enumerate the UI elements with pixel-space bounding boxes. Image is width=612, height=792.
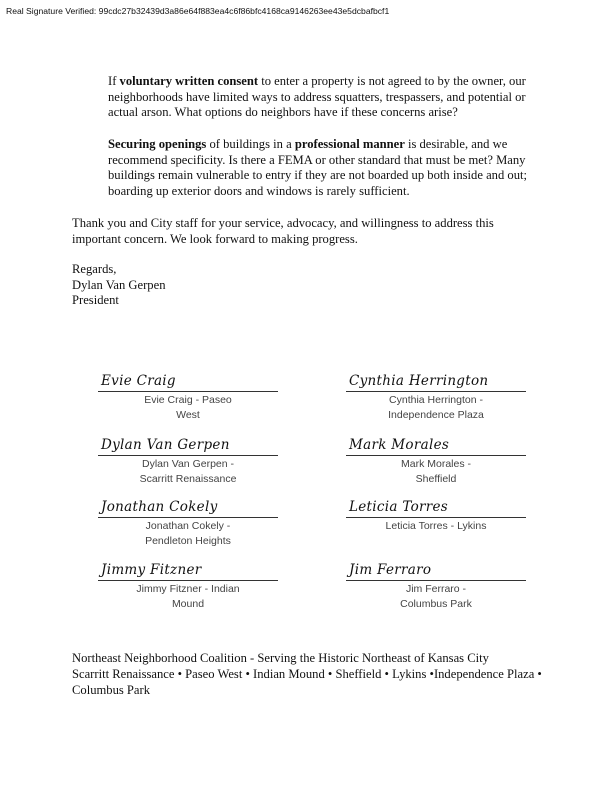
signatory-line1: Jimmy Fitzner - Indian <box>136 583 240 595</box>
signatory-caption <box>98 393 278 424</box>
signatory-line1: Leticia Torres - Lykins <box>385 520 487 532</box>
handwritten-signature: Jim Ferraro <box>349 562 432 578</box>
signatory-caption <box>98 457 278 488</box>
signatory-line1: Jim Ferraro - <box>405 583 467 595</box>
signatory-line2: Pendleton Heights <box>145 535 231 548</box>
signature-block <box>98 561 278 613</box>
p1-lead: If <box>108 74 120 88</box>
p2-rest: is desirable, and we recommend specificity. Is there a FEMA or other standard that must be met? Many buildings remain vulnerable to entry if they are not boarded up both inside and out; boarding up exterior doors and windows is rarely sufficient. <box>108 137 527 198</box>
signature-block <box>346 436 526 488</box>
closing-name: Dylan Van Gerpen <box>72 277 166 292</box>
signature-line <box>346 455 526 456</box>
signatory-line2: West <box>176 409 200 422</box>
signatory-line2: Mound <box>171 598 205 611</box>
signature-line <box>346 580 526 581</box>
signatory-line1: Evie Craig - Paseo <box>144 394 232 406</box>
signatory-line1: Mark Morales - <box>400 458 471 470</box>
p2-mid: of buildings in a <box>206 137 295 151</box>
signature-block <box>346 372 526 424</box>
signature-block <box>346 561 526 613</box>
signature-block <box>98 372 278 424</box>
closing-block <box>72 262 166 309</box>
handwritten-signature: Jonathan Cokely <box>101 499 218 515</box>
paragraph-openings <box>108 137 556 199</box>
handwritten-signature: Cynthia Herrington <box>349 373 489 389</box>
closing-salutation: Regards, <box>72 262 117 276</box>
paragraph-consent <box>108 74 556 121</box>
signatory-line1: Jonathan Cokely - <box>145 520 231 532</box>
coalition-footer <box>72 650 552 698</box>
p2-bold-professional: professional manner <box>294 137 405 151</box>
signatory-line2: Columbus Park <box>400 598 472 611</box>
footer-line1: Northeast Neighborhood Coalition - Serving the Historic Northeast of Kansas City <box>72 651 489 665</box>
signature-line <box>98 517 278 518</box>
signature-line <box>346 391 526 392</box>
p1-bold-consent: voluntary written consent <box>119 74 259 88</box>
signatory-line2: Scarritt Renaissance <box>139 473 237 486</box>
signature-block <box>346 498 526 534</box>
signatory-line1: Dylan Van Gerpen - <box>141 458 235 470</box>
signatory-line2: Sheffield <box>415 473 457 486</box>
handwritten-signature: Evie Craig <box>101 373 176 389</box>
signature-line <box>98 580 278 581</box>
signatory-caption <box>346 457 526 488</box>
handwritten-signature: Leticia Torres <box>349 499 449 515</box>
footer-line2: Scarritt Renaissance • Paseo West • Indian Mound • Sheffield • Lykins •Independence Plaza • Columbus Park <box>72 667 542 697</box>
signatory-caption <box>346 582 526 613</box>
signatory-caption <box>346 393 526 424</box>
signatory-line1: Cynthia Herrington - <box>389 394 483 406</box>
signature-block <box>98 436 278 488</box>
p2-bold-securing: Securing openings <box>108 137 207 151</box>
signatory-line2: Independence Plaza <box>388 409 484 422</box>
handwritten-signature: Jimmy Fitzner <box>101 562 202 578</box>
signatory-caption <box>98 519 278 550</box>
paragraph-thanks: Thank you and City staff for your service, advocacy, and willingness to address this important concern. We look forward to making progress. <box>72 216 494 246</box>
signature-line <box>346 517 526 518</box>
handwritten-signature: Mark Morales <box>349 437 450 453</box>
handwritten-signature: Dylan Van Gerpen <box>101 437 230 453</box>
signatory-caption <box>346 519 526 534</box>
p1-rest: to enter a property is not agreed to by the owner, our neighborhoods have limited ways to address squatters, trespassers, and potential or actual arson. What options do neighbors have if these concerns arise? <box>108 74 526 120</box>
signature-line <box>98 455 278 456</box>
closing-title: President <box>72 293 119 308</box>
signatory-caption <box>98 582 278 613</box>
signature-line <box>98 391 278 392</box>
signature-verification-banner: Real Signature Verified: 99cdc27b32439d3a86e64f883ea4c6f86bfc4168ca9146263ee43e5dcbafbcf1 <box>6 6 390 16</box>
signature-block <box>98 498 278 550</box>
